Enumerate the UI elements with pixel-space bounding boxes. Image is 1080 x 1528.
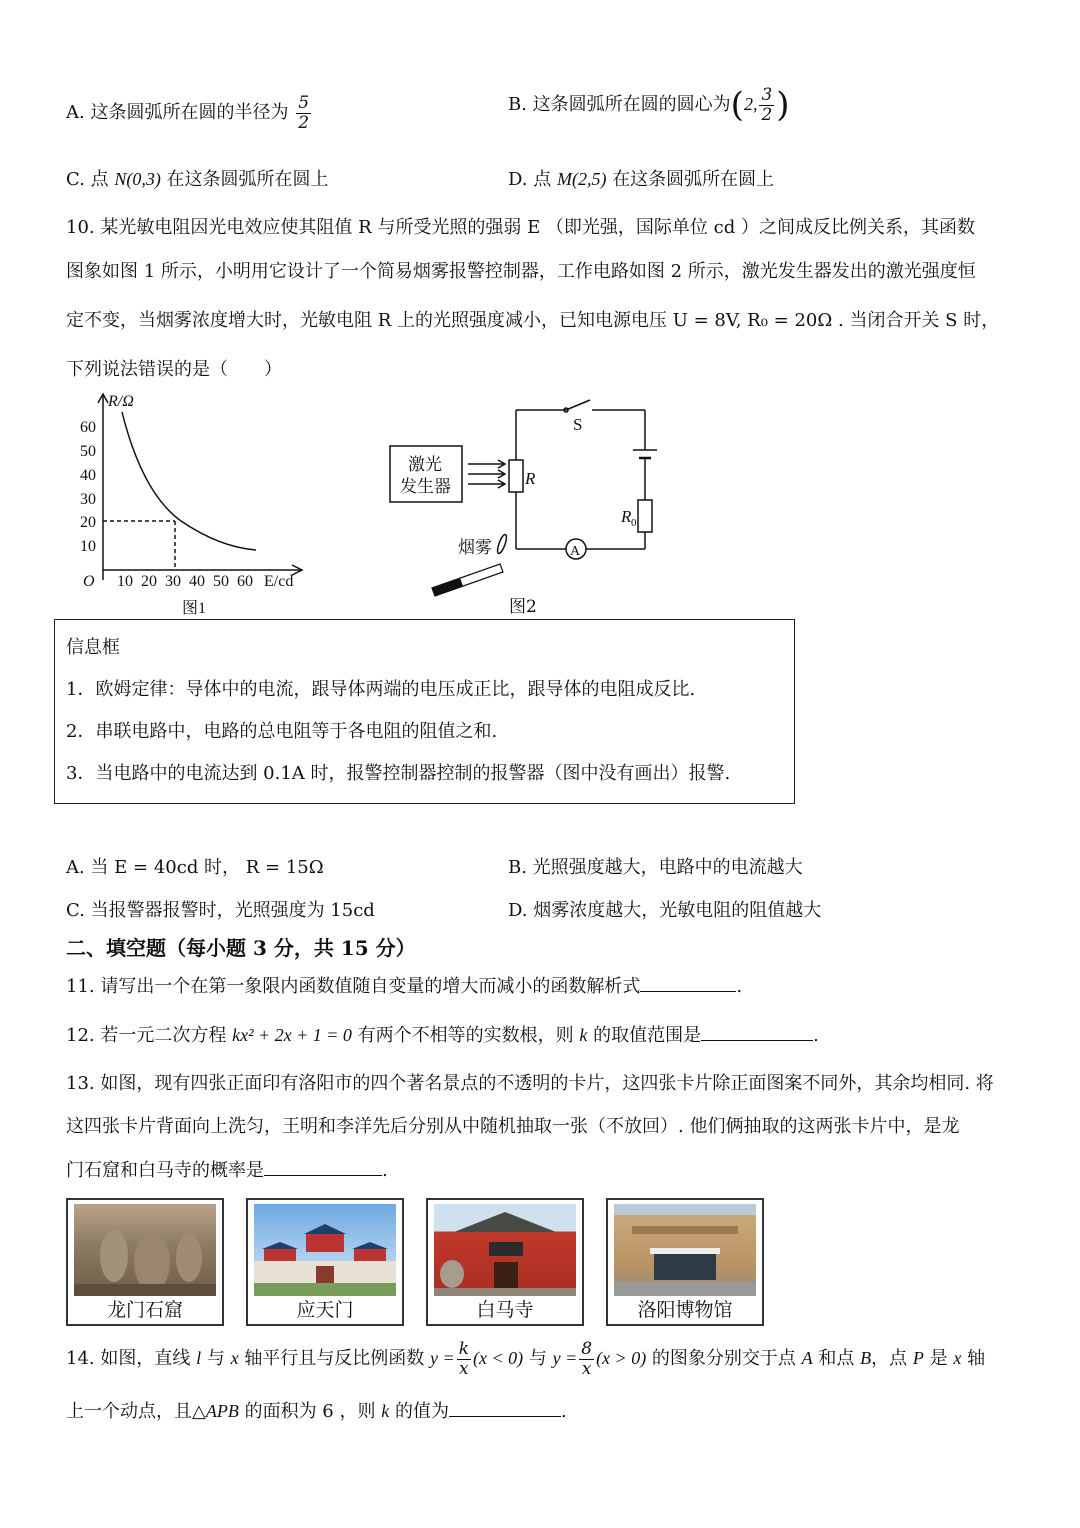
ammeter-label: A <box>570 544 581 559</box>
fraction: $\frac{8}{x}$ <box>581 1339 593 1379</box>
fig1-ylabel: R/Ω <box>108 393 134 410</box>
card-longmen-grottoes <box>66 1198 224 1326</box>
museum-image <box>614 1204 756 1296</box>
fig1-origin: O <box>83 573 95 590</box>
q13-line-2: 这四张卡片背面向上洗匀，王明和李洋先后分别从中随机抽取一张（不放回）. 他们俩抽取的这两张卡片中，是龙 <box>66 1116 960 1137</box>
q10-line-3: 定不变，当烟雾浓度增大时，光敏电阻 R 上的光照强度减小，已知电源电压 U = 8V, R₀ = 20Ω . 当闭合开关 S 时， <box>66 310 1000 331</box>
card-white-horse-temple <box>426 1198 584 1326</box>
fig1-xlabel: E/cd <box>264 573 294 590</box>
switch-label: S <box>573 415 583 434</box>
section-heading: 二、填空题（每小题 3 分，共 15 分） <box>66 936 416 960</box>
q9-option-b: B. 这条圆弧所在圆的圆心为(2, $\frac{3}{2}$ ) <box>508 85 790 126</box>
q10-line-4: 下列说法错误的是（ ） <box>66 359 282 380</box>
fig1-xtick: 10 <box>117 573 133 590</box>
card-luoyang-museum <box>606 1198 764 1326</box>
laser-label: 激光 <box>408 455 442 475</box>
fig1-caption: 图1 <box>182 600 207 617</box>
q11: 11. 请写出一个在第一象限内函数值随自变量的增大而减小的函数解析式 . <box>66 976 743 997</box>
card-caption: 洛阳博物馆 <box>637 1299 733 1321</box>
answer-blank <box>640 977 736 992</box>
q10-line-1: 10. 某光敏电阻因光电效应使其阻值 R 与所受光照的强弱 E （即光强，国际单位 cd ）之间成反比例关系，其函数 <box>66 217 975 238</box>
resistor-r0-label: R <box>621 507 632 526</box>
q13-line-3: 门石窟和白马寺的概率是 . <box>66 1160 388 1181</box>
card-caption: 白马寺 <box>476 1299 534 1321</box>
fig1-ytick: 40 <box>80 467 96 484</box>
card-yingtian-gate <box>246 1198 404 1326</box>
resistor-r-label: R <box>525 469 536 488</box>
q14-line-2: 上一个动点，且△APB 的面积为 6 ，则 k 的值为 . <box>66 1401 567 1422</box>
q9-option-c: C. 点 N(0,3) 在这条圆弧所在圆上 <box>66 169 329 190</box>
smoke-label: 烟雾 <box>458 538 492 558</box>
fig1-ytick: 50 <box>80 443 96 460</box>
q12: 12. 若一元二次方程 kx² + 2x + 1 = 0 有两个不相等的实数根，则 k 的取值范围是 . <box>66 1025 819 1046</box>
card-caption: 龙门石窟 <box>106 1299 183 1321</box>
q14-line-1: 14. 如图，直线 l 与 x 轴平行且与反比例函数 y = $\frac{k}{x}$ (x < 0) 与 y = $\frac{8}{x}$ (x > 0) 的图象分别交于点 A 和点 B，点 P 是 x 轴 <box>66 1339 986 1379</box>
fig1-ytick: 60 <box>80 419 96 436</box>
info-item-2: 2．串联电路中，电路的总电阻等于各电阻的阻值之和. <box>66 721 498 742</box>
fraction: $\frac{k}{x}$ <box>458 1339 469 1379</box>
q10-line-2: 图象如图 1 所示，小明用它设计了一个简易烟雾报警控制器，工作电路如图 2 所示，激光发生器发出的激光强度恒 <box>66 261 976 282</box>
q13-line-1: 13. 如图，现有四张正面印有洛阳市的四个著名景点的不透明的卡片，这四张卡片除正面图案不同外，其余均相同. 将 <box>66 1073 994 1094</box>
info-item-3: 3．当电路中的电流达到 0.1A 时，报警控制器控制的报警器（图中没有画出）报警. <box>66 763 731 784</box>
gate-image <box>254 1204 396 1296</box>
fig1-ytick: 20 <box>80 514 96 531</box>
answer-blank <box>264 1161 382 1176</box>
fraction: $\frac{5}{2}$ <box>298 93 310 133</box>
svg-text:0: 0 <box>631 517 637 529</box>
q9-option-a <box>66 94 313 132</box>
info-box-title: 信息框 <box>66 637 120 658</box>
answer-blank <box>449 1402 561 1417</box>
q9-option-d: D. 点 M(2,5) 在这条圆弧所在圆上 <box>508 169 775 190</box>
fig1-xtick: 40 <box>189 573 205 590</box>
fig1-xtick: 50 <box>213 573 229 590</box>
fig1-ytick: 10 <box>80 538 96 555</box>
q10-option-b: B. 光照强度越大，电路中的电流越大 <box>508 857 803 878</box>
fig1-xtick: 20 <box>141 573 157 590</box>
figure-2-circuit <box>380 392 680 624</box>
fig1-xtick: 30 <box>165 573 181 590</box>
q9-option-a-text: A. 这条圆弧所在圆的半径为 <box>66 102 289 124</box>
info-item-1: 1．欧姆定律：导体中的电流，跟导体两端的电压成正比，跟导体的电阻成反比. <box>66 679 696 700</box>
q10-option-a: A. 当 E = 40cd 时， R = 15Ω <box>66 857 324 878</box>
q9-option-b-text: B. 这条圆弧所在圆的圆心为 <box>508 94 731 116</box>
fig2-caption: 图2 <box>509 597 537 617</box>
card-caption: 应天门 <box>296 1299 354 1321</box>
laser-label: 发生器 <box>400 477 451 497</box>
grottoes-image <box>74 1204 216 1296</box>
answer-blank <box>701 1026 813 1041</box>
temple-image <box>434 1204 576 1296</box>
fig1-ytick: 30 <box>80 491 96 508</box>
q10-option-d: D. 烟雾浓度越大，光敏电阻的阻值越大 <box>508 900 822 921</box>
fraction: $\frac{3}{2}$ <box>761 85 773 125</box>
figure-1-graph <box>66 388 316 623</box>
fig1-xtick: 60 <box>237 573 253 590</box>
q10-option-c: C. 当报警器报警时，光照强度为 15cd <box>66 900 375 921</box>
